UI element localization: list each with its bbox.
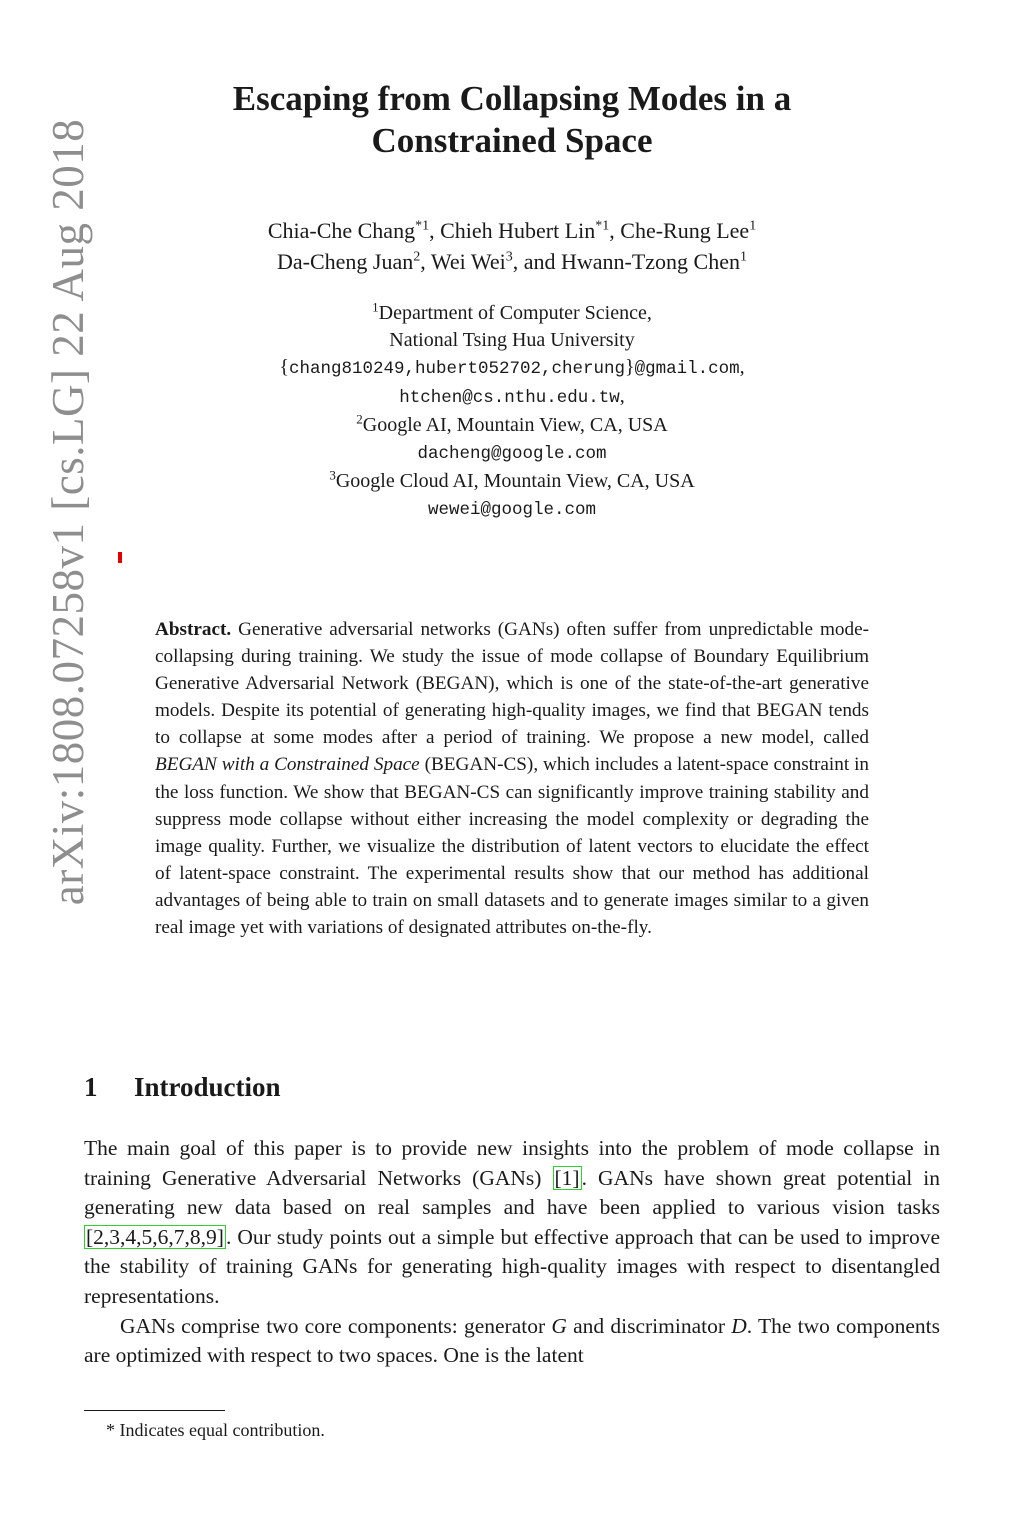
paragraph-text: . The two components are optimized with respect to two spaces. One is the latent (84, 1313, 941, 1368)
title-line-1: Escaping from Collapsing Modes in a (232, 79, 792, 118)
affiliation-1-email-2 (120, 383, 904, 412)
arxiv-stamp-text: arXiv:1808.07258v1 [cs.LG] 22 Aug 2018 (43, 118, 94, 906)
abstract-text: Generative adversarial networks (GANs) often suffer from unpredictable mode-collapsing during training. We study the issue of mode collapse of Boundary Equilibrium Generative Adversarial Network (BEGAN), which is one of the state-of-the-art generative models. Despite its potential of generating high-quality images, we find that BEGAN tends to collapse at some modes after a period of training. We propose a new model, called (155, 619, 869, 749)
email-punct: , (739, 356, 745, 378)
title-line-2: Constrained Space (371, 121, 653, 160)
paragraph-text: and discriminator (566, 1313, 732, 1338)
author-separator: , (609, 218, 621, 243)
paper-title (120, 78, 904, 162)
abstract-text: (BEGAN-CS), which includes a latent-space constraint in the loss function. We show that BEGAN-CS can significantly improve training stability and suppress mode collapse without either increasing the model complexity or degrading the image quality. Further, we visualize the distribution of latent vectors to elucidate the effect of latent-space constraint. The experimental results show that our method has additional advantages of being able to train on small datasets and to generate images similar to a given real image yet with variations of designated attributes on-the-fly. (155, 754, 869, 939)
affiliation-1-line-2: National Tsing Hua University (389, 329, 635, 351)
author-mark: 3 (505, 249, 513, 265)
author-line-1 (120, 215, 904, 246)
author-mark: *1 (595, 218, 610, 234)
email-domain[interactable]: @gmail.com (634, 359, 740, 379)
author: Wei Wei (430, 249, 506, 274)
footnote-rule (84, 1410, 225, 1411)
email-link[interactable]: wewei@google.com (427, 500, 597, 520)
author-mark: 1 (749, 218, 757, 234)
brace-open: { (279, 356, 289, 378)
author-mark: 1 (740, 249, 747, 265)
abstract-label: Abstract. (155, 619, 232, 640)
affiliation-mark: 3 (329, 467, 336, 483)
introduction-body (84, 1134, 940, 1371)
arxiv-stamp (18, 72, 118, 952)
affiliation-2-email (120, 439, 904, 468)
affiliations (120, 300, 904, 524)
section-title: Introduction (134, 1072, 281, 1102)
author-mark: 2 (413, 249, 421, 265)
author: Chieh Hubert Lin (440, 218, 596, 243)
brace-close: } (625, 356, 635, 378)
author: Chia-Che Chang (267, 218, 416, 243)
abstract-emphasis: BEGAN with a Constrained Space (155, 754, 420, 776)
affiliation-text: Google Cloud AI, Mountain View, CA, USA (335, 470, 695, 492)
paragraph-text: . Our study points out a simple but effective approach that can be used to improve the stability of training GANs for generating high-quality images with respect to disentangled representations. (84, 1224, 940, 1308)
citation-link[interactable]: [1] (554, 1165, 580, 1190)
paragraph (84, 1312, 940, 1371)
affiliation-2 (120, 412, 904, 439)
affiliation-mark: 1 (372, 299, 379, 315)
author-mark: *1 (415, 218, 430, 234)
paragraph (84, 1134, 940, 1312)
author: Da-Cheng Juan (276, 249, 414, 274)
paragraph-text: GANs comprise two core components: generator (120, 1313, 552, 1338)
affiliation-text: Department of Computer Science, (378, 302, 652, 324)
author-separator: , (429, 218, 441, 243)
author-line-2 (120, 246, 904, 277)
email-link[interactable]: dacheng@google.com (417, 444, 607, 464)
math-symbol: D (731, 1313, 747, 1338)
author-separator: , and (512, 249, 561, 274)
section-number: 1 (84, 1072, 98, 1102)
paragraph-text: . GANs have shown great potential in generating new data based on real samples and have been applied to various vision tasks (84, 1165, 941, 1220)
paragraph-text: The main goal of this paper is to provide new insights into the problem of mode collapse in training Generative Adversarial Networks (GANs) (84, 1136, 940, 1190)
affiliation-3 (120, 468, 904, 495)
section-heading (84, 1070, 784, 1104)
email-punct: , (619, 385, 625, 407)
red-marker (118, 552, 122, 563)
affiliation-3-email (120, 495, 904, 524)
footnote: * Indicates equal contribution. (106, 1420, 325, 1440)
affiliation-1-line-1 (120, 300, 904, 327)
author: Che-Rung Lee (620, 218, 750, 243)
affiliation-mark: 2 (356, 411, 363, 427)
email-link[interactable]: htchen@cs.nthu.edu.tw (399, 388, 620, 408)
author-list (120, 215, 904, 277)
author-separator: , (420, 249, 431, 274)
abstract (155, 616, 869, 941)
citation-link[interactable]: [2,3,4,5,6,7,8,9] (86, 1224, 224, 1249)
affiliation-1-emails (120, 354, 904, 383)
author: Hwann-Tzong Chen (560, 249, 740, 274)
math-symbol: G (551, 1313, 567, 1338)
affiliation-text: Google AI, Mountain View, CA, USA (362, 414, 668, 436)
email-group[interactable]: chang810249,hubert052702,cherung (288, 359, 626, 379)
